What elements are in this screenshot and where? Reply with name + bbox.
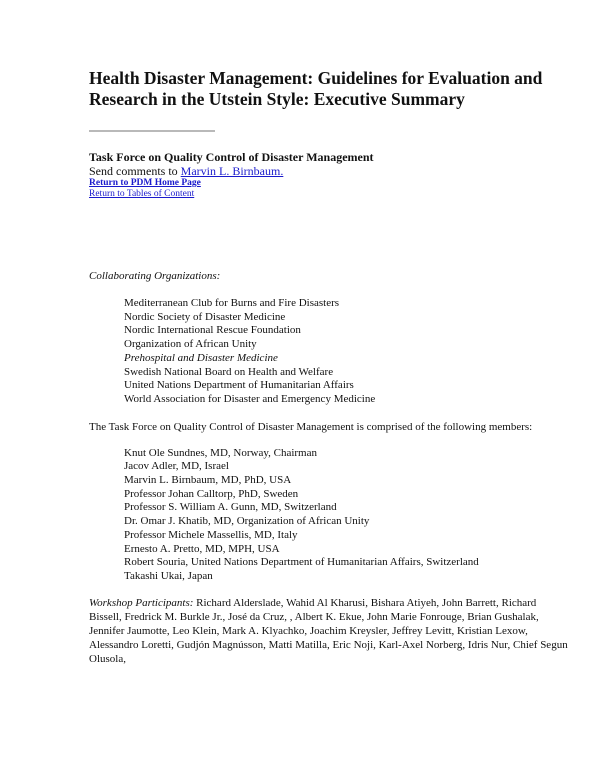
list-item: Mediterranean Club for Burns and Fire Disasters	[124, 297, 340, 309]
return-home-link[interactable]: Return to PDM Home Page	[89, 178, 201, 188]
list-item: Professor Michele Massellis, MD, Italy	[124, 528, 298, 541]
list-item: Marvin L. Birnbaum, MD, PhD, USA	[124, 474, 292, 487]
organizations-list	[89, 297, 569, 407]
list-item: Nordic International Rescue Foundation	[124, 324, 301, 337]
collaborating-heading: Collaborating Organizations:	[89, 270, 221, 282]
list-item: Dr. Omar J. Khatib, MD, Organization of African Unity	[124, 515, 370, 528]
list-item: World Association for Disaster and Emergency Medicine	[124, 392, 376, 405]
workshop-label: Workshop Participants:	[89, 596, 194, 609]
workshop-participants	[89, 596, 569, 666]
return-toc-link[interactable]: Return to Tables of Content	[89, 189, 195, 199]
list-item: Prehospital and Disaster Medicine	[124, 351, 278, 364]
task-force-heading: Task Force on Quality Control of Disaster Management	[89, 150, 374, 164]
list-item: Professor Johan Calltorp, PhD, Sweden	[124, 487, 299, 500]
workshop-names: Richard Alderslade, Wahid Al Kharusi, Bishara Atiyeh, John Barrett, Richard Bissell, Fredrick M. Burkle Jr., José da Cruz, , Albert K. Ekue, John Marie Fonrouge, Brian Gushalak, Jennifer Jaumotte, Leo Klein, Mark A. Klyachko, Joachim Kreysler, Jeffrey Levitt, Kristian Lexow, Alessandro Loretti, Gudjón Magnússon, Matti Matilla, Eric Noji, Karl-Axel Norberg, Idris Nur, Chief Segun Olusola,	[89, 596, 568, 665]
list-item: Knut Ole Sundnes, MD, Norway, Chairman	[124, 446, 317, 459]
list-item: Jacov Adler, MD, Israel	[124, 460, 229, 473]
members-list	[89, 447, 569, 584]
members-intro: The Task Force on Quality Control of Disaster Management is comprised of the following members:	[89, 420, 533, 433]
document-title: Health Disaster Management: Guidelines for Evaluation and Research in the Utstein Style: Executive Summary	[89, 68, 543, 109]
document-page	[89, 68, 569, 666]
list-item: United Nations Department of Humanitarian Affairs	[124, 379, 354, 392]
list-item: Professor S. William A. Gunn, MD, Switzerland	[124, 501, 337, 514]
send-comments-line	[89, 164, 569, 178]
send-comments-prefix: Send comments to	[89, 164, 181, 178]
list-item: Ernesto A. Pretto, MD, MPH, USA	[124, 542, 280, 555]
list-item: Takashi Ukai, Japan	[124, 569, 213, 582]
list-item: Organization of African Unity	[124, 338, 257, 351]
title-divider	[89, 130, 215, 132]
list-item: Swedish National Board on Health and Welfare	[124, 365, 334, 378]
list-item: Nordic Society of Disaster Medicine	[124, 310, 286, 323]
author-email-link[interactable]: Marvin L. Birnbaum.	[180, 164, 284, 178]
list-item: Robert Souria, United Nations Department of Humanitarian Affairs, Switzerland	[124, 556, 479, 569]
